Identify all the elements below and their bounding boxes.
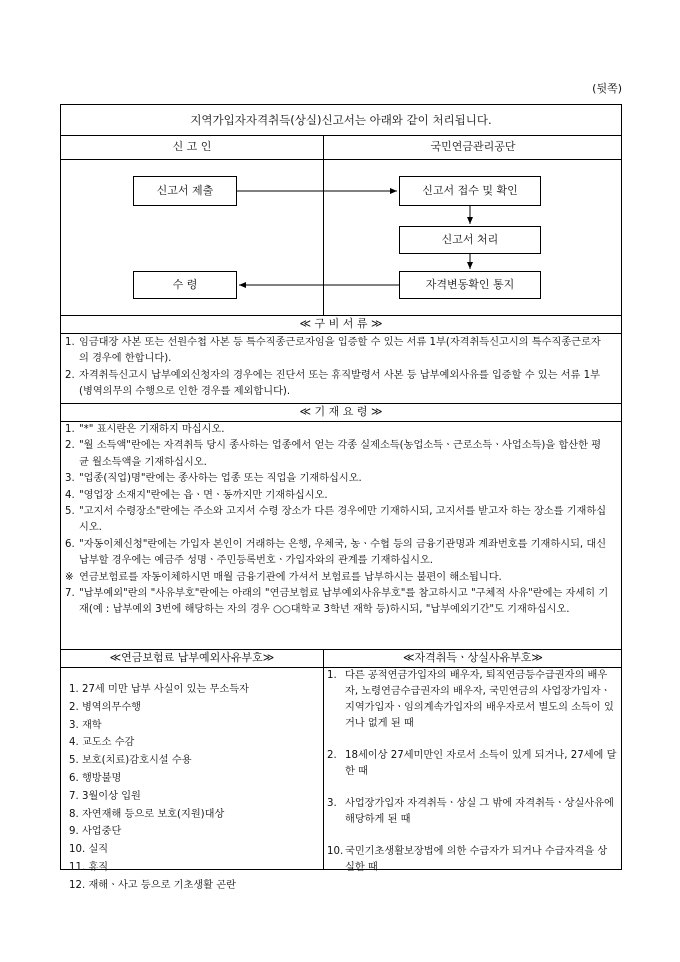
item-text: "월 소득액"란에는 자격취득 당시 종사하는 업종에서 얻는 각종 실제소득(농업소득ㆍ근로소득ㆍ사업소득)을 합산한 평균 월소득액을 기재하십시오. [79, 440, 602, 468]
list-item [61, 438, 609, 471]
list-item [61, 368, 609, 401]
list-item [61, 586, 609, 619]
item-number: 1. [65, 337, 75, 348]
receive-box: 신고서 접수 및 확인 [399, 176, 541, 206]
list-item [61, 504, 609, 537]
item-text: 연금보험료를 자동이체하시면 매월 금융기관에 가셔서 보험료를 납부하시는 불편이 해소됩니다. [79, 571, 502, 583]
item-text: 국민기초생활보장법에 의한 수급자가 되거나 수급자격을 상실한 때 [345, 846, 608, 873]
list-item: 1. 27세 미만 납부 사실이 있는 무소득자 [69, 684, 249, 695]
agency-header: 국민연금관리공단 [430, 140, 516, 153]
item-text: "고지서 수령장소"란에는 주소와 고지서 수령 장소가 다른 경우에만 기재하시되, 고지서를 받고자 하는 장소를 기재하십시오. [79, 506, 607, 534]
item-text: "자동이체신청"란에는 가입자 본인이 거래하는 은행, 우체국, 농ㆍ수협 등의 금융기관명과 계좌번호를 기재하시되, 대신 납부할 경우에는 예금주 성명ㆍ주민등록번호ㆍ가입자와의 관계를 기재하십시오. [79, 538, 607, 567]
item-text: "*" 표시란은 기재하지 마십시오. [79, 424, 225, 435]
list-item: 10. 실직 [69, 844, 109, 856]
list-item [61, 537, 609, 570]
list-item [61, 335, 609, 368]
status-codes-list [325, 668, 617, 876]
notice-box: 자격변동확인 통지 [399, 271, 541, 299]
list-item: 9. 사업중단 [69, 826, 122, 838]
list-item [325, 796, 617, 828]
item-text: "납부예외"란의 "사유부호"란에는 아래의 "연금보험료 납부예외사유부호"를 참고하시고 "구체적 사유"란에는 자세히 기재(예 : 납부예외 3번에 해당하는 자의 경우 ○○대학교 3학년 재학 등)하시되, "납부예외기간"도 기재하십시오. [79, 588, 609, 616]
list-item [61, 488, 609, 504]
page-side-note: (뒷쪽) [592, 82, 622, 95]
process-box: 신고서 처리 [399, 226, 541, 254]
item-text: 자격취득신고시 납부예외신청자의 경우에는 진단서 또는 휴직발령서 사본 등 납부예외사유를 입증할 수 있는 서류 1부(병역의무의 수행으로 인한 경우를 제외합니다). [79, 369, 600, 398]
list-item: 6. 행방불명 [69, 772, 122, 784]
status-codes-header: ≪자격취득ㆍ상실사유부호≫ [403, 651, 543, 664]
form-frame [60, 104, 622, 891]
codes-center-divider [323, 649, 324, 870]
item-number: 2. [327, 750, 337, 761]
form-title: 지역가입자자격취득(상실)신고서는 아래와 같이 처리됩니다. [190, 113, 492, 127]
instructions-list [61, 422, 621, 619]
list-item: 2. 병역의무수행 [69, 701, 142, 713]
applicant-header: 신 고 인 [172, 140, 212, 153]
list-item [61, 422, 609, 438]
item-number: 4. [65, 489, 75, 501]
item-number: ※ [65, 571, 74, 583]
item-number: 2. [65, 369, 75, 381]
item-text: "영업장 소재지"란에는 읍ㆍ면ㆍ동까지만 기재하십시오. [79, 489, 328, 501]
item-number: 3. [65, 473, 75, 485]
list-item: 11. 휴직 [69, 861, 109, 873]
item-number: 2. [65, 440, 75, 452]
item-number: 5. [65, 506, 75, 518]
item-number: 1. [65, 424, 75, 435]
list-item [61, 570, 609, 586]
list-item [61, 471, 609, 487]
item-text: 임금대장 사본 또는 선원수첩 사본 등 특수직종근로자임을 입증할 수 있는 서류 1부(자격취득신고시의 특수직종근로자의 경우에 한합니다). [79, 337, 601, 365]
divider [61, 333, 621, 334]
list-item [325, 668, 617, 732]
documents-header: ≪ 구 비 서 류 ≫ [299, 317, 383, 330]
exemption-codes-list [61, 681, 323, 895]
item-text: 18세이상 27세미만인 자로서 소득이 있게 되거나, 27세에 달한 때 [345, 750, 617, 777]
flow-arrows [61, 105, 623, 325]
list-item: 12. 재해ㆍ사고 등으로 기초생활 곤란 [69, 879, 236, 891]
item-text: 사업장가입자 자격취득ㆍ상실 그 밖에 자격취득ㆍ상실사유에 해당하게 된 때 [345, 798, 614, 825]
item-number: 6. [65, 538, 75, 550]
list-item: 3. 재학 [69, 719, 102, 731]
item-number: 10. [327, 846, 344, 857]
exemption-codes-header: ≪연금보험료 납부예외사유부호≫ [109, 651, 275, 664]
receipt-box: 수 령 [133, 271, 237, 299]
list-item: 8. 자연재해 등으로 보호(지원)대상 [69, 808, 225, 820]
documents-list [61, 335, 621, 401]
item-number: 1. [327, 670, 337, 681]
list-item: 7. 3월이상 입원 [69, 790, 141, 802]
item-number: 7. [65, 588, 75, 600]
list-item [325, 748, 617, 780]
instructions-header: ≪ 기 재 요 령 ≫ [299, 405, 383, 418]
list-item [325, 844, 617, 876]
item-text: "업종(직업)명"란에는 종사하는 업종 또는 직업을 기재하십시오. [79, 473, 362, 485]
submit-box: 신고서 제출 [133, 176, 237, 206]
list-item: 5. 보호(치료)감호시설 수용 [69, 755, 192, 767]
item-text: 다른 공적연금가입자의 배우자, 퇴직연금등수급권자의 배우자, 노령연금수급권자의 배우자, 국민연금의 사업장가입자ㆍ지역가입자ㆍ임의계속가입자의 배우자로서 별도의 소득이 있거나 없게 된 때 [345, 670, 614, 729]
item-number: 3. [327, 798, 337, 809]
list-item: 4. 교도소 수감 [69, 737, 135, 749]
